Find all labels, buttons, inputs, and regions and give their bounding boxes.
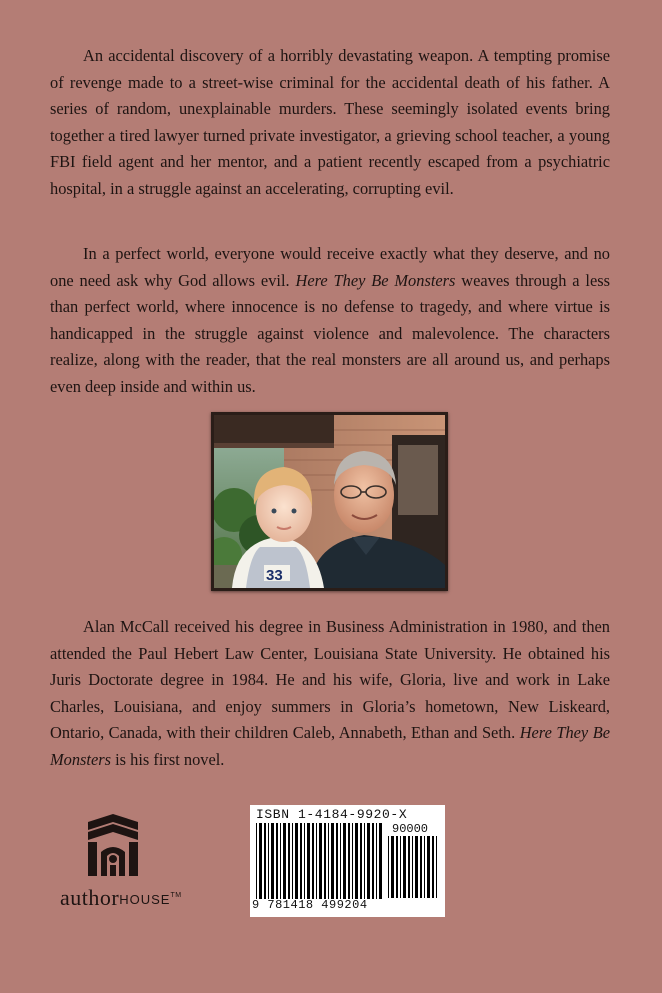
ean-barcode-bars bbox=[256, 823, 386, 899]
bio-text-b: is his first novel. bbox=[111, 749, 225, 769]
book-title-italic: Here They Be Monsters bbox=[295, 270, 456, 290]
wordmark-house: HOUSE bbox=[119, 892, 171, 907]
back-cover-blurb-paragraph-1: An accidental discovery of a horribly devastating weapon. A tempting promise of revenge made to a street-wise criminal for the accidental death of his father. A series of random, unexplainable murders. These seemingly isolated events bring together a tired lawyer turned private investigator, a grieving school teacher, a young FBI field agent and her mentor, and a patient recently escaped from a psychiatric hospital, in a struggle against an accelerating, corrupting evil. bbox=[50, 46, 610, 198]
price-barcode-bars bbox=[388, 836, 440, 898]
publisher-wordmark bbox=[60, 885, 182, 911]
blurb-text-b: weaves through a less than perfect world, where innocence is no defense to tragedy, and where virtue is handicapped in the struggle against violence and malevolence. The characters realize, along with the reader, that the real monsters are all around us, and perhaps even deep inside and within us. bbox=[50, 270, 610, 396]
back-cover-blurb-paragraph-2 bbox=[50, 241, 610, 401]
bio-book-title-italic: Here They Be Monsters bbox=[50, 723, 610, 769]
bio-text-a: Alan McCall received his degree in Business Administration in 1980, and then attended the Paul Hebert Law Center, Louisiana State University. He obtained his Juris Doctorate degree in 1984. He and his wife, Gloria, live and work in Lake Charles, Louisiana, and enjoy summers in Gloria’s hometown, New Liskeard, Ontario, Canada, with their children Caleb, Annabeth, Ethan and Seth. bbox=[50, 617, 610, 743]
trademark-mark: TM bbox=[170, 892, 182, 899]
author-bio-paragraph bbox=[50, 614, 610, 774]
isbn-number: ISBN 1-4184-9920-X bbox=[256, 807, 408, 822]
jersey-number: 33 bbox=[266, 567, 283, 584]
author-photo-image bbox=[214, 415, 445, 588]
ean-number: 9 781418 499204 bbox=[252, 898, 368, 912]
wordmark-author: author bbox=[60, 885, 120, 910]
blurb-text-a: In a perfect world, everyone would receive exactly what they deserve, and no one need ask why God allows evil. bbox=[50, 244, 610, 290]
isbn-barcode bbox=[250, 805, 445, 917]
author-photo bbox=[211, 412, 448, 591]
price-code: 90000 bbox=[392, 822, 429, 836]
